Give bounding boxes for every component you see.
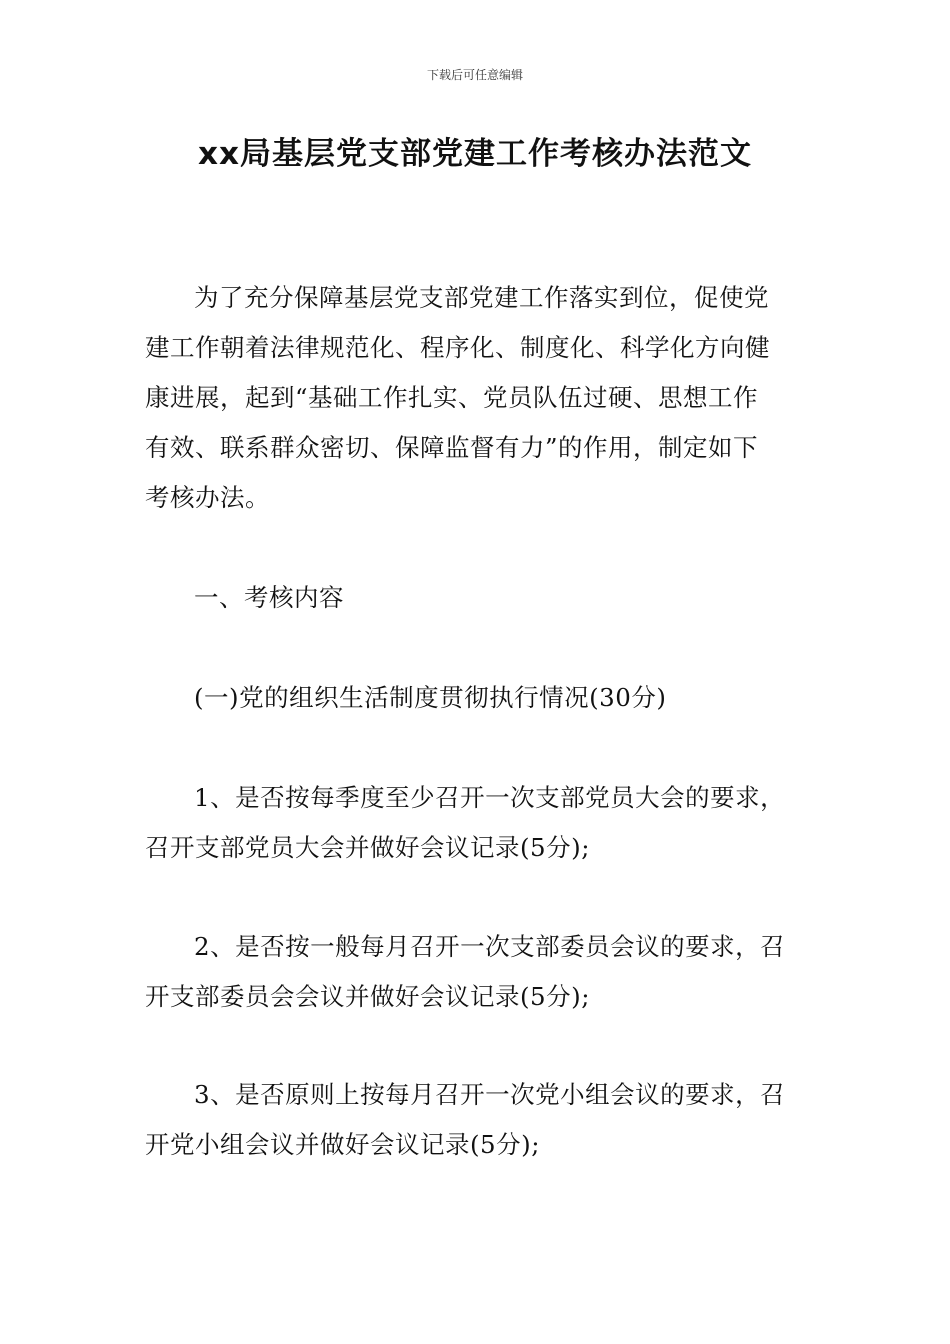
list-item-2 — [145, 922, 810, 1022]
list-item-line: 1、是否按每季度至少召开一次支部党员大会的要求， — [194, 783, 786, 812]
subsection-heading — [145, 673, 810, 723]
subsection-heading-text: (一)党的组织生活制度贯彻执行情况(30分) — [194, 683, 667, 712]
document-title: xx局基层党支部党建工作考核办法范文 — [198, 136, 752, 172]
list-item-1 — [145, 773, 810, 873]
header-note: 下载后可任意编辑 — [426, 68, 523, 82]
list-item-3 — [145, 1070, 810, 1170]
list-item-line: 3、是否原则上按每月召开一次党小组会议的要求，召 — [194, 1080, 786, 1109]
intro-line: 建工作朝着法律规范化、程序化、制度化、科学化方向健 — [145, 333, 770, 362]
list-item-line: 开党小组会议并做好会议记录(5分); — [145, 1130, 540, 1159]
list-item-line: 召开支部党员大会并做好会议记录(5分); — [145, 833, 590, 862]
intro-line: 有效、联系群众密切、保障监督有力”的作用，制定如下 — [145, 433, 759, 462]
section-heading-text: 一、考核内容 — [194, 583, 344, 612]
intro-line: 为了充分保障基层党支部党建工作落实到位，促使党 — [194, 283, 769, 312]
intro-line: 康进展，起到“基础工作扎实、党员队伍过硬、思想工作 — [145, 383, 759, 412]
intro-line: 考核办法。 — [145, 483, 270, 512]
list-item-line: 开支部委员会会议并做好会议记录(5分); — [145, 982, 590, 1011]
list-item-line: 2、是否按一般每月召开一次支部委员会议的要求，召 — [194, 932, 786, 961]
intro-paragraph — [145, 273, 810, 523]
section-heading — [145, 573, 810, 623]
